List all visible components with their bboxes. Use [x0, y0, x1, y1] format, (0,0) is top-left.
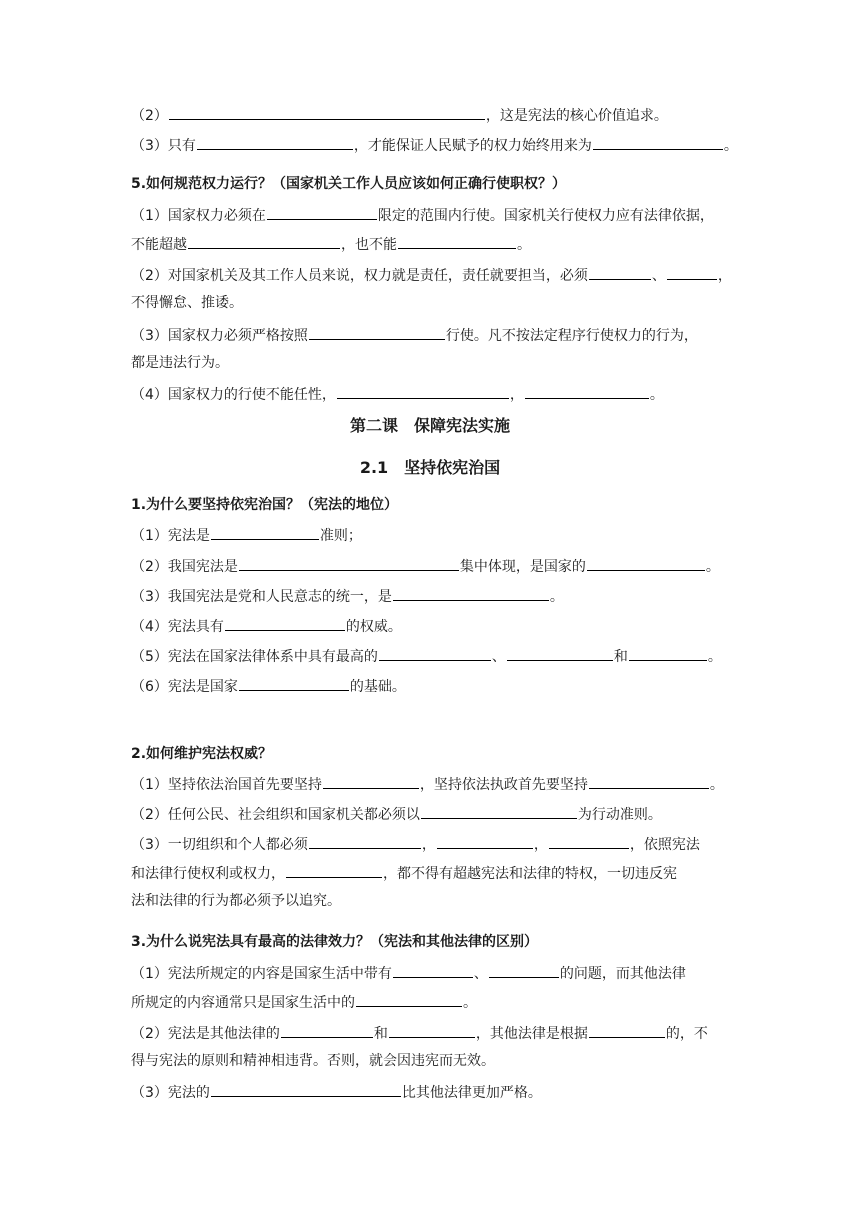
text: 的权威。: [345, 619, 402, 635]
text: （6）宪法是国家: [131, 679, 238, 695]
answer-blank[interactable]: [197, 134, 353, 150]
q1-line-6: [131, 675, 731, 697]
answer-blank[interactable]: [309, 833, 421, 849]
text: （1）坚持依法治国首先要坚持: [131, 777, 322, 793]
answer-blank[interactable]: [525, 383, 649, 399]
sec4-line-3: [131, 134, 738, 156]
q2-line-2: [131, 803, 731, 825]
sec5-line-1b: [131, 233, 731, 255]
text: ，: [533, 837, 548, 853]
text: （3）一切组织和个人都必须: [131, 837, 308, 853]
text: ，: [717, 268, 732, 284]
answer-blank[interactable]: [211, 1081, 401, 1097]
q3-line-1b: [131, 991, 731, 1013]
answer-blank[interactable]: [393, 585, 549, 601]
text: （4）国家权力的行使不能任性，: [131, 387, 336, 403]
text: （1）宪法是: [131, 528, 210, 544]
question-1-title: 1.为什么要坚持依宪治国？（宪法的地位）: [131, 497, 399, 513]
q2-line-3c: 法和法律的行为都必须予以追究。: [131, 893, 341, 909]
text: （1）宪法所规定的内容是国家生活中带有: [131, 966, 392, 982]
answer-blank[interactable]: [398, 233, 516, 249]
text: 。: [705, 559, 720, 575]
text: （2）对国家机关及其工作人员来说，权力就是责任，责任就要担当，必须: [131, 268, 588, 284]
text: （4）宪法具有: [131, 619, 224, 635]
text: 的问题，而其他法律: [559, 966, 686, 982]
text: 。: [549, 589, 564, 605]
text: ，也不能: [341, 237, 397, 253]
answer-blank[interactable]: [507, 645, 613, 661]
question-3-title: 3.为什么说宪法具有最高的法律效力？（宪法和其他法律的区别）: [131, 934, 539, 950]
text: 所规定的内容通常只是国家生活中的: [131, 995, 355, 1011]
answer-blank[interactable]: [589, 1022, 665, 1038]
text: 。: [517, 237, 531, 253]
text: 比其他法律更加严格。: [401, 1085, 542, 1101]
sec4-line-2: [131, 104, 731, 126]
sec5-line-2a: [131, 264, 731, 286]
answer-blank[interactable]: [239, 555, 459, 571]
text: （3）国家权力必须严格按照: [131, 328, 308, 344]
answer-blank[interactable]: [379, 645, 491, 661]
question-2-title: 2.如何维护宪法权威？: [131, 746, 273, 762]
text: 。: [707, 649, 722, 665]
answer-blank[interactable]: [629, 645, 707, 661]
q1-line-4: [131, 615, 731, 637]
text: 、: [491, 649, 506, 665]
text: （3）我国宪法是党和人民意志的统一，是: [131, 589, 392, 605]
answer-blank[interactable]: [239, 675, 349, 691]
text: 和: [373, 1026, 388, 1042]
answer-blank[interactable]: [489, 962, 559, 978]
answer-blank[interactable]: [389, 1022, 475, 1038]
text: （3）只有: [131, 138, 196, 154]
lesson-title: 第二课 保障宪法实施: [349, 416, 510, 435]
text: ，其他法律是根据: [475, 1026, 588, 1042]
question-5-title: 5.如何规范权力运行？（国家机关工作人员应该如何正确行使职权？）: [131, 176, 567, 192]
text: 。: [463, 995, 477, 1011]
answer-blank[interactable]: [667, 264, 717, 280]
text: 不能超越: [131, 237, 187, 253]
answer-blank[interactable]: [437, 833, 533, 849]
sec5-line-1a: [131, 204, 731, 226]
answer-blank[interactable]: [267, 204, 377, 220]
answer-blank[interactable]: [593, 134, 723, 150]
text: 和: [613, 649, 628, 665]
answer-blank[interactable]: [549, 833, 629, 849]
q1-line-3: [131, 585, 731, 607]
text: 。: [709, 777, 724, 793]
text: 行使。凡不按法定程序行使权力的行为，: [445, 328, 698, 344]
q3-line-1a: [131, 962, 731, 984]
answer-blank[interactable]: [281, 1022, 373, 1038]
answer-blank[interactable]: [393, 962, 473, 978]
answer-blank[interactable]: [225, 615, 345, 631]
text: （1）国家权力必须在: [131, 208, 266, 224]
answer-blank[interactable]: [309, 324, 445, 340]
text: ，才能保证人民赋予的权力始终用来为: [353, 138, 592, 154]
q1-line-2: [131, 555, 731, 577]
text: ，: [421, 837, 436, 853]
text: ，依照宪法: [629, 837, 700, 853]
text: ，: [509, 387, 524, 403]
q2-line-1: [131, 773, 731, 795]
lesson-subtitle: 2.1 坚持依宪治国: [359, 458, 501, 477]
q1-line-1: [131, 524, 731, 546]
text: ，这是宪法的核心价值追求。: [485, 108, 668, 124]
text: 。: [723, 138, 738, 154]
text: 为行动准则。: [577, 807, 662, 823]
text: 的，不: [665, 1026, 708, 1042]
answer-blank[interactable]: [421, 803, 577, 819]
text: ，坚持依法执政首先要坚持: [419, 777, 588, 793]
text: （5）宪法在国家法律体系中具有最高的: [131, 649, 378, 665]
q3-line-2a: [131, 1022, 731, 1044]
text: （2）我国宪法是: [131, 559, 238, 575]
q2-line-3b: [131, 862, 731, 884]
sec5-line-3a: [131, 324, 731, 346]
text: ，都不得有超越宪法和法律的特权，一切违反宪: [383, 866, 677, 882]
sec5-line-3b: 都是违法行为。: [131, 355, 229, 371]
answer-blank[interactable]: [589, 773, 709, 789]
text: 集中体现，是国家的: [459, 559, 586, 575]
answer-blank[interactable]: [286, 862, 382, 878]
text: 限定的范围内行使。国家机关行使权力应有法律依据，: [377, 208, 714, 224]
q3-line-2b: 得与宪法的原则和精神相违背。否则，就会因违宪而无效。: [131, 1053, 495, 1069]
text: 、: [651, 268, 666, 284]
answer-blank[interactable]: [587, 555, 705, 571]
text: 的基础。: [349, 679, 406, 695]
sec5-line-2b: 不得懈怠、推诿。: [131, 295, 243, 311]
answer-blank[interactable]: [169, 104, 485, 120]
text: （2）宪法是其他法律的: [131, 1026, 280, 1042]
text: （3）宪法的: [131, 1085, 210, 1101]
text: 准则；: [319, 528, 362, 544]
text: 。: [649, 387, 664, 403]
answer-blank[interactable]: [356, 991, 462, 1007]
q2-line-3a: [131, 833, 731, 855]
text: （2）: [131, 108, 168, 124]
text: （2）任何公民、社会组织和国家机关都必须以: [131, 807, 420, 823]
answer-blank[interactable]: [188, 233, 340, 249]
q1-line-5: [131, 645, 731, 667]
answer-blank[interactable]: [589, 264, 651, 280]
text: 、: [473, 966, 488, 982]
answer-blank[interactable]: [323, 773, 419, 789]
answer-blank[interactable]: [337, 383, 509, 399]
answer-blank[interactable]: [211, 524, 319, 540]
sec5-line-4: [131, 383, 731, 405]
q3-line-3: [131, 1081, 731, 1103]
text: 和法律行使权利或权力，: [131, 866, 285, 882]
